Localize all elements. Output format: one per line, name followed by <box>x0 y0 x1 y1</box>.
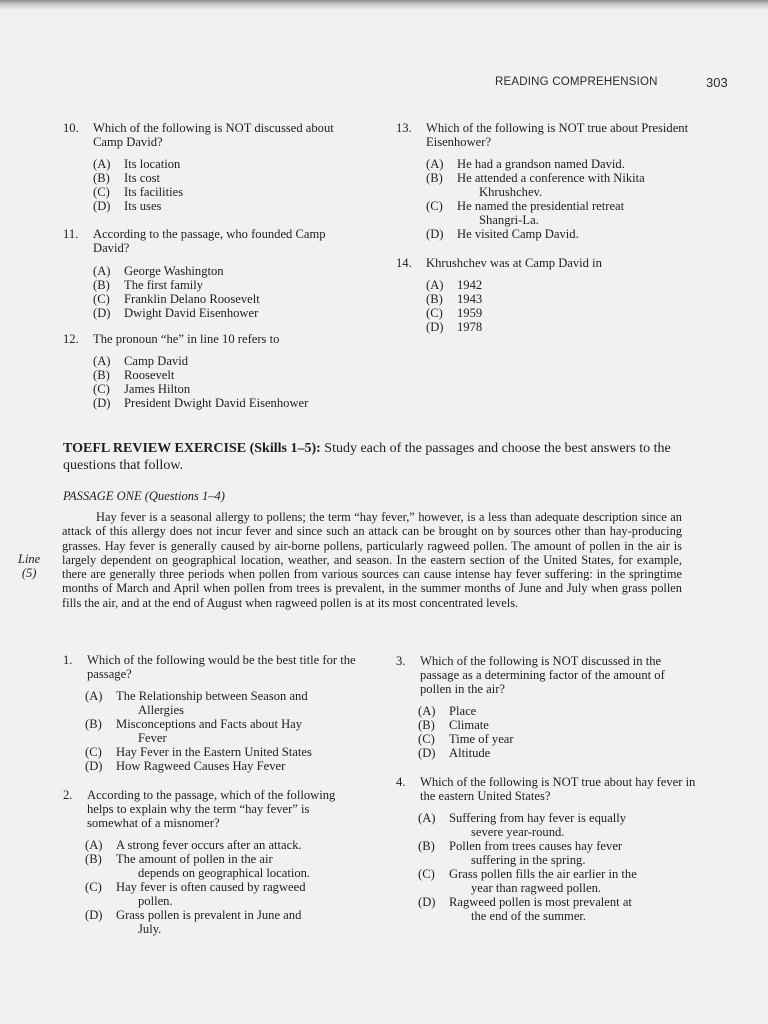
answer-option[interactable] <box>93 396 373 410</box>
option-text: Its uses <box>124 199 162 213</box>
option-text-continued: Allergies <box>138 703 184 717</box>
answer-option[interactable] <box>418 732 696 746</box>
option-text: Hay Fever in the Eastern United States <box>116 745 312 759</box>
option-text: Climate <box>449 718 489 732</box>
answer-option[interactable] <box>418 867 696 895</box>
option-letter: (A) <box>85 689 103 703</box>
question-stem: The pronoun “he” in line 10 refers to <box>93 332 280 346</box>
option-text: Ragweed pollen is most prevalent at <box>449 895 632 909</box>
option-text: James Hilton <box>124 382 191 396</box>
answer-option[interactable] <box>426 278 706 292</box>
answer-option[interactable] <box>426 227 706 241</box>
answer-option[interactable] <box>426 306 706 320</box>
answer-option[interactable] <box>93 292 363 306</box>
question-3 <box>396 654 696 760</box>
answer-option[interactable] <box>426 157 706 171</box>
line-marker <box>18 552 40 581</box>
question-11 <box>63 227 363 320</box>
option-letter: (D) <box>418 746 436 760</box>
running-header <box>0 76 768 92</box>
question-12 <box>63 332 373 410</box>
option-letter: (A) <box>426 157 444 171</box>
option-text: How Ragweed Causes Hay Fever <box>116 759 286 773</box>
option-text: 1978 <box>457 320 483 334</box>
question-number: 13. <box>396 121 412 135</box>
option-text-continued: suffering in the spring. <box>471 853 586 867</box>
question-14 <box>396 256 706 334</box>
option-letter: (A) <box>418 811 436 825</box>
option-letter: (C) <box>85 745 102 759</box>
question-number: 4. <box>396 775 406 789</box>
option-letter: (D) <box>93 306 111 320</box>
option-text: Hay fever is often caused by ragweed <box>116 880 306 894</box>
option-letter: (A) <box>85 838 103 852</box>
option-text: Roosevelt <box>124 368 175 382</box>
option-text: Suffering from hay fever is equally <box>449 811 627 825</box>
option-letter: (D) <box>93 199 111 213</box>
line-number: (5) <box>21 566 37 581</box>
question-number: 10. <box>63 121 79 135</box>
answer-option[interactable] <box>93 354 373 368</box>
answer-option[interactable] <box>85 717 363 745</box>
answer-option[interactable] <box>93 171 363 185</box>
question-stem: Which of the following is NOT discussed in the passage as a determining factor of the amount of pollen in the air? <box>420 654 665 696</box>
answer-option[interactable] <box>93 278 363 292</box>
option-text-continued: Khrushchev. <box>479 185 543 199</box>
option-text-continued: year than ragweed pollen. <box>471 881 602 895</box>
answer-option[interactable] <box>418 811 696 839</box>
line-label: Line <box>18 552 41 566</box>
option-text-continued: Shangri-La. <box>479 213 539 227</box>
option-text-continued: Fever <box>138 731 167 745</box>
option-letter: (B) <box>418 839 435 853</box>
answer-option[interactable] <box>85 689 363 717</box>
question-1 <box>63 653 363 773</box>
question-stem: Which of the following is NOT true about President Eisenhower? <box>426 121 689 149</box>
option-text: He attended a conference with Nikita <box>457 171 645 185</box>
answer-option[interactable] <box>85 838 363 852</box>
option-letter: (C) <box>93 292 110 306</box>
answer-option[interactable] <box>426 320 706 334</box>
option-letter: (C) <box>85 880 102 894</box>
passage-text <box>62 510 682 610</box>
question-stem: Which of the following is NOT true about hay fever in the eastern United States? <box>420 775 696 803</box>
option-text: 1942 <box>457 278 483 292</box>
option-letter: (A) <box>93 157 111 171</box>
option-letter: (B) <box>426 292 443 306</box>
answer-option[interactable] <box>93 185 363 199</box>
option-text-continued: July. <box>138 922 162 936</box>
page-top-edge <box>0 0 768 10</box>
option-letter: (B) <box>85 852 102 866</box>
question-stem: According to the passage, which of the following helps to explain why the term “hay fever” is somewhat of a misnomer? <box>87 788 336 830</box>
option-text-continued: severe year-round. <box>471 825 565 839</box>
answer-option[interactable] <box>93 306 363 320</box>
option-letter: (A) <box>93 264 111 278</box>
option-letter: (D) <box>93 396 111 410</box>
option-text-continued: pollen. <box>138 894 173 908</box>
option-text: Time of year <box>449 732 514 746</box>
option-text: The Relationship between Season and <box>116 689 308 703</box>
answer-option[interactable] <box>418 704 696 718</box>
answer-option[interactable] <box>85 759 363 773</box>
question-4 <box>396 775 696 923</box>
option-text: President Dwight David Eisenhower <box>124 396 309 410</box>
question-number: 1. <box>63 653 73 667</box>
answer-option[interactable] <box>85 852 363 880</box>
review-instruction: Study each of the passages and choose the best answers to the questions that follow. <box>63 441 671 473</box>
option-letter: (B) <box>93 171 110 185</box>
question-stem: Which of the following would be the best title for the passage? <box>87 653 356 681</box>
option-text: Pollen from trees causes hay fever <box>449 839 623 853</box>
option-text: Its facilities <box>124 185 184 199</box>
answer-option[interactable] <box>85 908 363 936</box>
passage-paragraph: Hay fever is a seasonal allergy to pollens; the term “hay fever,” however, is a less than adequate description since an attack of this allergy does not incur fever and since such an attack can be brought on by sources other than hay-producing grasses. Hay fever is generally caused by air-borne pollens, particularly ragweed pollen. The amount of pollen in the air is largely dependent on geographical location, weather, and season. In the eastern section of the United States, for example, there are generally three periods when pollen from various sources can cause intense hay fever suffering: in the springtime months of March and April when pollen from trees is prevalent, in the summer months of June and July when grass pollen fills the air, and at the end of August when ragweed pollen is at its most concentrated levels. <box>62 510 682 610</box>
review-title: TOEFL REVIEW EXERCISE (Skills 1–5): <box>63 441 321 456</box>
option-letter: (C) <box>426 199 443 213</box>
option-letter: (A) <box>418 704 436 718</box>
question-2 <box>63 788 363 936</box>
option-text: Dwight David Eisenhower <box>124 306 259 320</box>
question-number: 14. <box>396 256 412 270</box>
option-letter: (C) <box>93 382 110 396</box>
section-title: READING COMPREHENSION <box>495 76 658 88</box>
question-10 <box>63 121 363 213</box>
option-letter: (A) <box>426 278 444 292</box>
option-letter: (D) <box>85 759 103 773</box>
question-number: 11. <box>63 227 79 241</box>
answer-option[interactable] <box>85 880 363 908</box>
option-text: The amount of pollen in the air <box>116 852 273 866</box>
option-letter: (A) <box>93 354 111 368</box>
option-letter: (B) <box>85 717 102 731</box>
option-letter: (B) <box>93 368 110 382</box>
option-letter: (C) <box>418 867 435 881</box>
question-stem: Which of the following is NOT discussed about Camp David? <box>93 121 334 149</box>
option-letter: (C) <box>418 732 435 746</box>
answer-option[interactable] <box>85 745 363 759</box>
answer-option[interactable] <box>418 718 696 732</box>
answer-option[interactable] <box>426 292 706 306</box>
option-text: Grass pollen is prevalent in June and <box>116 908 302 922</box>
answer-option[interactable] <box>93 157 363 171</box>
page-number: 303 <box>706 75 728 90</box>
option-text: He had a grandson named David. <box>457 157 625 171</box>
review-exercise-heading <box>63 440 713 474</box>
option-letter: (C) <box>426 306 443 320</box>
option-text: Franklin Delano Roosevelt <box>124 292 260 306</box>
option-letter: (B) <box>93 278 110 292</box>
answer-option[interactable] <box>418 839 696 867</box>
answer-option[interactable] <box>93 264 363 278</box>
passage-heading: PASSAGE ONE (Questions 1–4) <box>63 489 225 503</box>
option-letter: (D) <box>418 895 436 909</box>
option-text: He named the presidential retreat <box>457 199 625 213</box>
option-letter: (B) <box>426 171 443 185</box>
option-text: Camp David <box>124 354 189 368</box>
option-text-continued: depends on geographical location. <box>138 866 311 880</box>
option-letter: (C) <box>93 185 110 199</box>
answer-option[interactable] <box>418 895 696 923</box>
option-text: Misconceptions and Facts about Hay <box>116 717 303 731</box>
option-letter: (B) <box>418 718 435 732</box>
answer-option[interactable] <box>418 746 696 760</box>
question-number: 12. <box>63 332 79 346</box>
option-letter: (D) <box>85 908 103 922</box>
option-letter: (D) <box>426 320 444 334</box>
option-text: A strong fever occurs after an attack. <box>116 838 302 852</box>
question-stem: Khrushchev was at Camp David in <box>426 256 602 270</box>
question-number: 2. <box>63 788 73 802</box>
option-text: Its location <box>124 157 181 171</box>
question-number: 3. <box>396 654 406 668</box>
option-text: 1959 <box>457 306 483 320</box>
answer-option[interactable] <box>426 199 706 227</box>
answer-option[interactable] <box>93 382 373 396</box>
answer-option[interactable] <box>426 171 706 199</box>
option-text: Its cost <box>124 171 161 185</box>
option-text: Altitude <box>449 746 491 760</box>
question-13 <box>396 121 706 241</box>
answer-option[interactable] <box>93 199 363 213</box>
option-text: George Washington <box>124 264 224 278</box>
option-text: Grass pollen fills the air earlier in the <box>449 867 637 881</box>
option-text: He visited Camp David. <box>457 227 579 241</box>
option-text: 1943 <box>457 292 483 306</box>
answer-option[interactable] <box>93 368 373 382</box>
option-text: The first family <box>124 278 204 292</box>
question-stem: According to the passage, who founded Camp David? <box>93 227 326 255</box>
option-letter: (D) <box>426 227 444 241</box>
option-text: Place <box>449 704 477 718</box>
option-text-continued: the end of the summer. <box>471 909 587 923</box>
